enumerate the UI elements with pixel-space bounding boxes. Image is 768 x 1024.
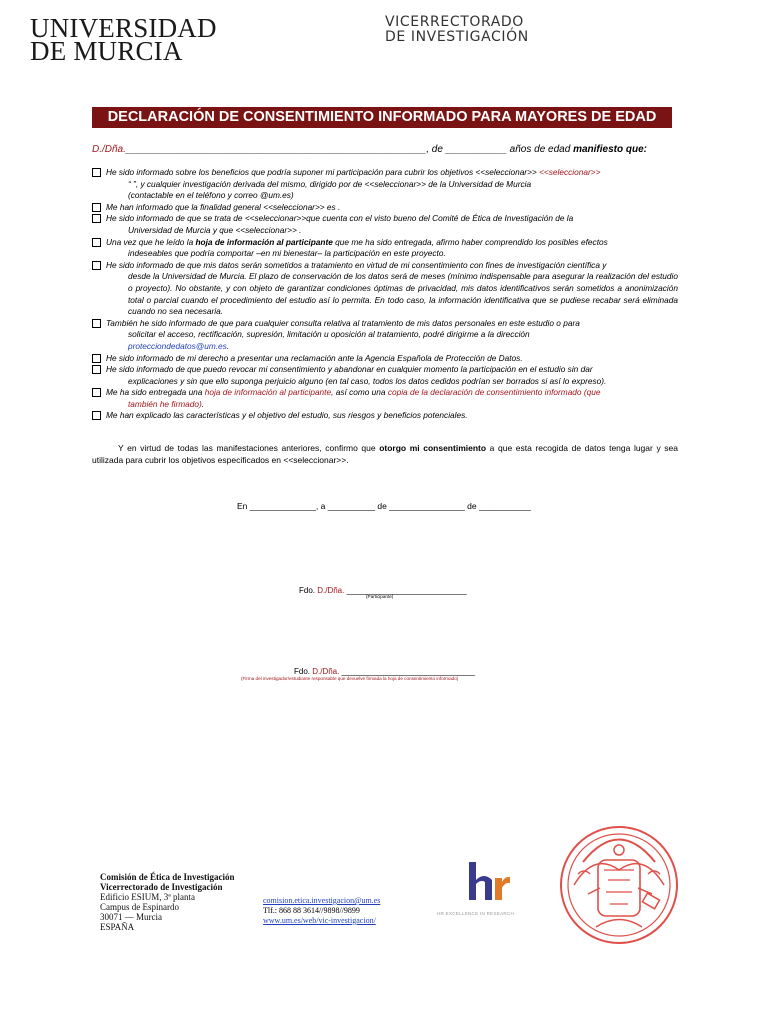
footer-line-4: Campus de Espinardo	[100, 902, 179, 912]
footer-line-2: Vicerrectorado de Investigación	[100, 882, 223, 892]
website-link[interactable]: www.um.es/web/vic-investigacion/	[263, 916, 376, 925]
para-a: Y en virtud de todas las manifestaciones anteriores, confirmo que	[118, 443, 380, 453]
dn-label: D./Dña.	[92, 144, 126, 155]
consent-item-9	[92, 387, 678, 410]
consent-item-4	[92, 237, 678, 260]
footer-contact	[263, 896, 380, 926]
item8-text: He sido informado de que puedo revocar mi consentimiento y abandonar en cualquier momento la participación en el estudio sin dar	[106, 364, 593, 375]
item9-text-d: copia de la declaración de consentimiento informado (que	[387, 387, 601, 398]
sign1-blank[interactable]: ___________________________	[344, 586, 467, 595]
item4-text-a: Una vez que he leído la	[106, 236, 196, 247]
para-c: a que esta recogida de datos tenga lugar y sea utilizada para cubrir los objetivos especificados en <<seleccionar>>.	[92, 443, 678, 465]
data-protection-email-link[interactable]: protecciondedatos@um.es	[128, 340, 227, 351]
checkbox[interactable]	[92, 388, 101, 397]
item5-sub1: desde la Universidad de Murcia. El plazo de conservación de los datos será de meses (mínimo indispensable para asegurar la realización del estudio o proyecto). No obstante, y con objeto de garantizar condiciones óptimas de privacidad, mis datos identificativos serán sometidos a anonimización total o parcial cuando el procedimiento del estudio así lo permita. En todo caso, la información identificativa que se pudiese recabar será eliminada cuando no sea necesaria.	[128, 271, 678, 317]
dn-comma-de: , de	[426, 144, 443, 155]
item1-sub2: (contactable en el teléfono y correo @um.es)	[128, 190, 294, 201]
place-date-line[interactable]: En ______________, a __________ de ________________ de ___________	[236, 501, 532, 511]
footer-address	[100, 872, 235, 932]
vicerrectorado-line1: VICERRECTORADO	[385, 14, 524, 30]
checkbox[interactable]	[92, 365, 101, 374]
item9-text-b: hoja de información al participante	[204, 387, 332, 398]
university-seal-icon	[556, 822, 682, 948]
item7-text: He sido informado de mi derecho a presentar una reclamación ante la Agencia Española de Protección de Datos.	[106, 352, 523, 363]
item8-sub1: explicaciones y sin que ello suponga perjuicio alguno (en tal caso, todos los datos cedidos podrían ser borrados si así lo expreso).	[128, 375, 607, 386]
consent-item-6	[92, 318, 678, 353]
item3-sub1: Universidad de Murcia y que <<seleccionar>> .	[128, 224, 302, 235]
item10-text: Me han explicado las características y el objetivo del estudio, sus riesgos y beneficios potenciales.	[106, 410, 468, 421]
footer-line-6: ESPAÑA	[100, 922, 135, 932]
hr-logo-text: HR EXCELLENCE IN RESEARCH	[437, 911, 515, 916]
commission-email-link[interactable]: comision.etica.investigacion@um.es	[263, 896, 381, 905]
investigator-caption: (Firma del investigador/estudiante responsable que devuelve firmada la hoja de consentimiento informado)	[241, 676, 459, 681]
checkbox[interactable]	[92, 214, 101, 223]
para-bold: otorgo mi consentimiento	[379, 443, 487, 453]
name-blank[interactable]: ______________________________________________________	[125, 144, 427, 155]
item9-sub-tail: .	[201, 398, 205, 409]
document-title: DECLARACIÓN DE CONSENTIMIENTO INFORMADO PARA MAYORES DE EDAD	[92, 107, 672, 128]
checkbox[interactable]	[92, 354, 101, 363]
university-name-line2: DE MURCIA	[30, 36, 183, 66]
checkbox[interactable]	[92, 261, 101, 270]
hr-excellence-logo	[462, 858, 512, 904]
checkbox[interactable]	[92, 238, 101, 247]
item4-text-c: que me ha sido entregada, afirmo haber comprendido los posibles efectos	[332, 236, 608, 247]
item5-text: He sido informado de que mis datos serán sometidos a tratamiento en virtud de mi consentimiento con fines de investigación científica y	[106, 259, 607, 270]
consent-paragraph	[92, 443, 678, 467]
footer-phone: Tlf.: 868 88 3614//9898//9899	[263, 906, 360, 915]
sign1-prefix: Fdo.	[299, 586, 318, 595]
item6-email-tail: .	[226, 340, 230, 351]
participant-line	[92, 144, 682, 155]
item4-text-bold: hoja de información al participante	[195, 236, 333, 247]
item3-text: He sido informado de que se trata de <<seleccionar>>que cuenta con el visto bueno del Comité de Ética de Investigación de la	[106, 213, 574, 224]
dn-tail: años de edad	[506, 144, 574, 155]
item9-text-a: Me ha sido entregada una	[106, 387, 205, 398]
participant-caption: (Participante)	[366, 594, 394, 599]
footer-line-5: 30071 — Murcia	[100, 912, 162, 922]
item6-text: También he sido informado de que para cualquier consulta relativa al tratamiento de mis datos personales en este estudio o para	[106, 317, 580, 328]
sign2-name: D./Dña.	[312, 667, 340, 676]
item6-sub1: solicitar el acceso, rectificación, supresión, limitación u oposición al tratamiento, podré dirigirme a la dirección	[128, 329, 530, 340]
manifiesto-label: manifiesto que:	[573, 144, 647, 155]
item1-text: He sido informado sobre los beneficios que podría suponer mi participación para cubrir los objetivos <<seleccionar>>	[106, 167, 540, 177]
consent-item-5	[92, 260, 678, 318]
consent-item-1	[92, 167, 678, 202]
sign1-name: D./Dña.	[317, 586, 345, 595]
consent-item-8	[92, 364, 678, 387]
vicerrectorado-line2: DE INVESTIGACIÓN	[385, 29, 529, 45]
investigator-signature-line[interactable]	[294, 667, 475, 676]
consent-item-10	[92, 410, 678, 422]
item4-sub1: indeseables que podría comportar –en mi bienestar– la participación en este proyecto.	[128, 248, 446, 259]
age-blank[interactable]: ___________	[445, 144, 507, 155]
consent-item-2	[92, 202, 678, 214]
sign2-blank[interactable]: ______________________________	[339, 667, 476, 676]
footer-line-3: Edificio ESIUM, 3ª planta	[100, 892, 195, 902]
consent-item-3	[92, 213, 678, 236]
consent-item-7	[92, 353, 678, 365]
item2-text: Me han informado que la finalidad general <<seleccionar>> es .	[106, 201, 341, 212]
checkbox[interactable]	[92, 319, 101, 328]
item1-select[interactable]: <<seleccionar>>	[539, 167, 601, 177]
checkbox[interactable]	[92, 168, 101, 177]
consent-items	[92, 167, 678, 422]
checkbox[interactable]	[92, 411, 101, 420]
item9-sub-red: también he firmado)	[128, 398, 202, 409]
footer-line-1: Comisión de Ética de Investigación	[100, 872, 235, 882]
university-name-line1: UNIVERSIDAD	[30, 13, 217, 43]
checkbox[interactable]	[92, 203, 101, 212]
item9-text-c: , así como una	[331, 387, 388, 398]
item1-sub1: “ ”, y cualquier investigación derivada del mismo, dirigido por de <<seleccionar>> de la Universidad de Murcia	[128, 178, 532, 189]
sign2-prefix: Fdo.	[294, 667, 313, 676]
